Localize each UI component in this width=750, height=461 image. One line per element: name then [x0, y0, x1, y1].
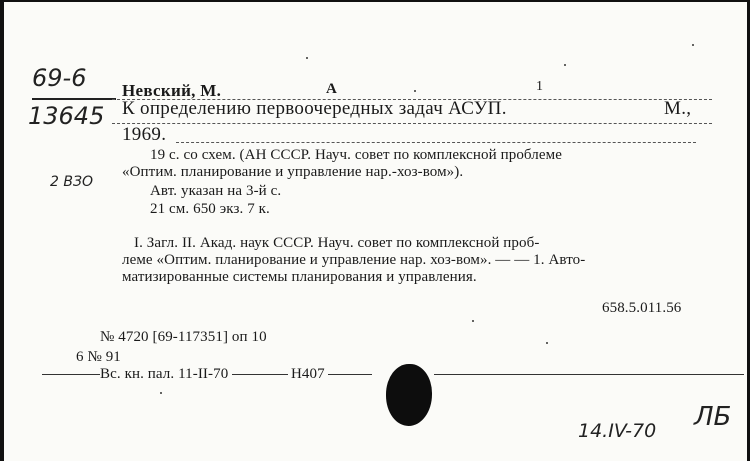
tracing-line-1: I. Загл. II. Акад. наук СССР. Науч. совет по комплексной проб- — [134, 235, 540, 251]
speck — [546, 342, 548, 344]
date-note: 14.IV-70 — [578, 420, 657, 442]
call-number-divider — [32, 98, 116, 100]
speck — [414, 90, 416, 92]
footer-code: Н407 — [288, 366, 328, 383]
ink-blob — [386, 364, 432, 426]
tracing-line-3: матизированные системы планирования и управления. — [122, 269, 477, 285]
record-number: № 4720 [69-117351] оп 10 — [100, 329, 267, 345]
margin-note: 2 ВЗО — [50, 174, 93, 190]
speck — [564, 64, 566, 66]
year-rule — [176, 142, 696, 143]
publication-year: 1969. — [122, 124, 167, 145]
speck — [306, 57, 308, 59]
speck — [692, 44, 694, 46]
author-note: Авт. указан на 3-й с. — [150, 183, 282, 199]
book-title: К определению первоочередных задач АСУП. — [122, 98, 507, 119]
index-letter: А — [326, 81, 337, 97]
publication-place: М., — [664, 98, 692, 119]
call-number-bottom: 13645 — [28, 102, 105, 130]
author-name: Невский, М. — [122, 81, 222, 100]
speck — [160, 392, 162, 394]
chamber-footer: Вс. кн. пал. 11-II-70 — [100, 366, 232, 383]
mark-one: 1 — [536, 79, 544, 94]
initials-note: ЛБ — [694, 402, 732, 432]
speck — [472, 320, 474, 322]
udc-code: 658.5.011.56 — [602, 300, 682, 316]
small-number: 6 № 91 — [76, 349, 121, 365]
collation-line-1: 19 с. со схем. (АН СССР. Науч. совет по комплексной проблеме — [150, 147, 562, 163]
footer-rule-right — [434, 374, 744, 375]
call-number-top: 69-6 — [32, 64, 87, 92]
title-rule — [112, 123, 712, 124]
collation-line-2: «Оптим. планирование и управление нар.-хоз-вом»). — [122, 164, 464, 180]
physical-description: 21 см. 650 экз. 7 к. — [150, 201, 270, 217]
tracing-line-2: леме «Оптим. планирование и управление нар. хоз-вом». — — 1. Авто- — [122, 252, 586, 268]
